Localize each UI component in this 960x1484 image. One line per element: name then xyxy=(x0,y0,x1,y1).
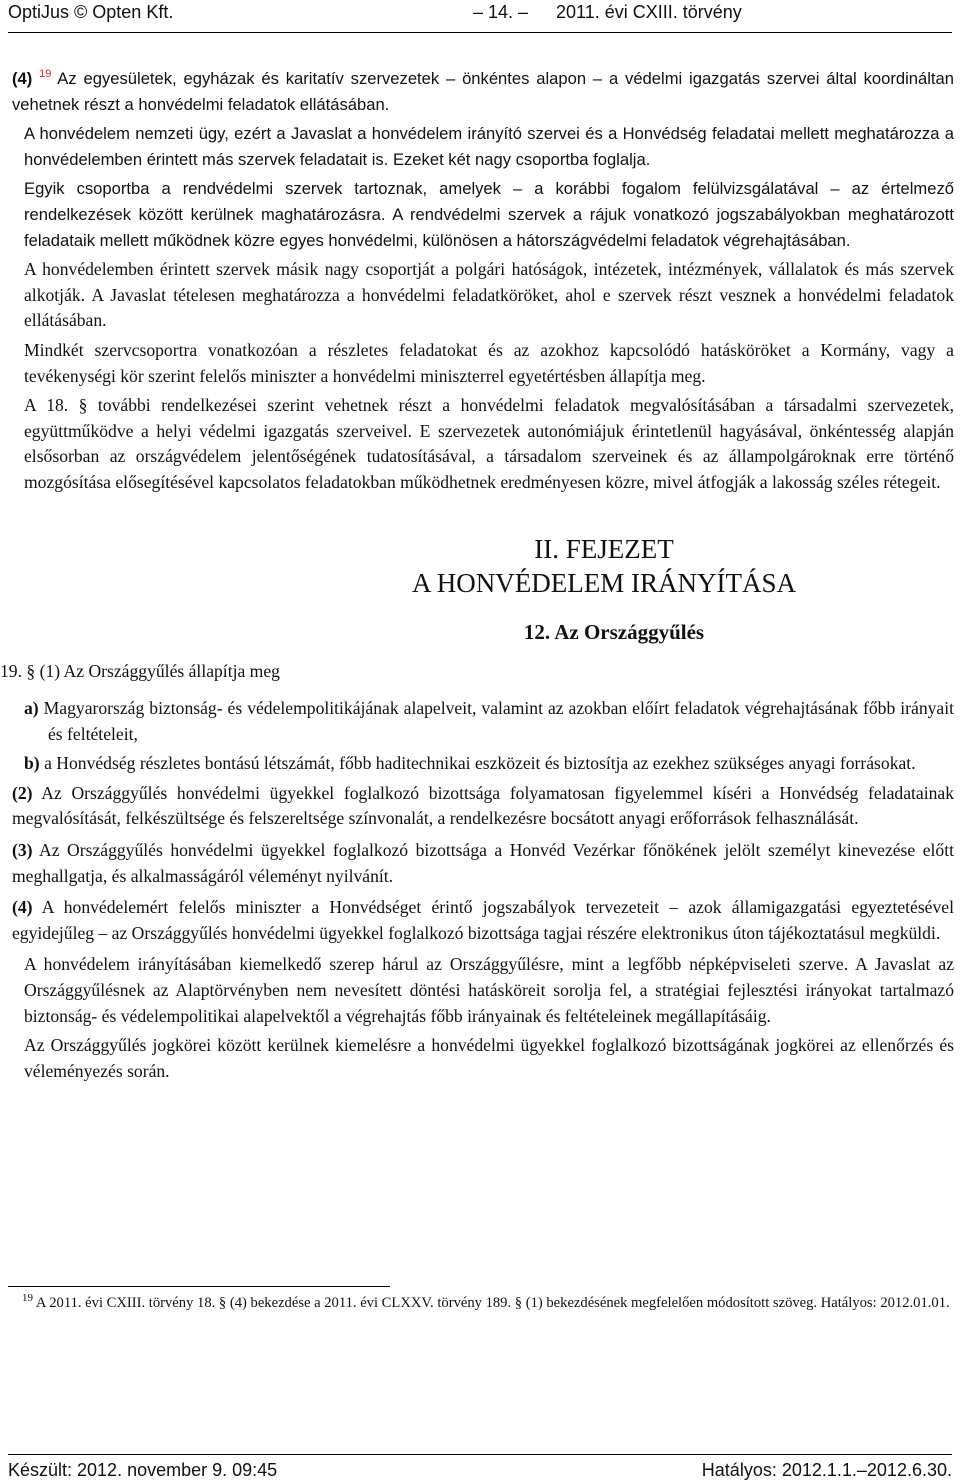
commentary-p4: Mindkét szervcsoportra vonatkozóan a részletes feladatokat és az azokhoz kapcsolódó hatásköröket a Kormány, vagy a tevékenységi kör szerint felelős miniszter a honvédelmi miniszterrel egyetértésben állapítja meg. xyxy=(24,339,954,386)
paragraph-2-text: Az Országgyűlés honvédelmi ügyekkel foglalkozó bizottsága folyamatosan figyelemmel kíséri a Honvédség feladatainak megvalósítását, felkészültsége és felszereltsége színvonalát, a rendelkezésre bocsátott anyagi erőforrások felhasználását. xyxy=(12,782,954,829)
law-title: 2011. évi CXIII. törvény xyxy=(556,2,742,22)
validity-period: Hatályos: 2012.1.1.–2012.6.30. xyxy=(701,1460,952,1480)
footer-divider xyxy=(8,1454,952,1455)
chapter-heading xyxy=(254,532,954,600)
footnote-number: 19 xyxy=(22,1292,33,1304)
commentary-p5: A 18. § további rendelkezései szerint vehetnek részt a honvédelmi feladatok megvalósításában a társadalmi szervezetek, együttműködve a helyi védelmi igazgatás szerveivel. E szervezetek autonómiájuk érintetlenül hagyásával, önkéntesség alapján elsősorban az országvédelem jelentőségének tudatosításával, a társadalom szerveinek és az állampolgároknak erre történő mozgósítása elősegítésével kapcsolatos feladatokban működhetnek eredményesen közre, mivel átfogják a lakosság széles rétegeit. xyxy=(24,395,954,492)
paragraph-3-text: Az Országgyűlés honvédelmi ügyekkel foglalkozó bizottsága a Honvéd Vezérkar főnökének jelölt személyt kinevezése előtt meghallgatja, és alkalmasságáról véleményt nyilvánít. xyxy=(12,840,954,886)
document-body xyxy=(0,66,954,1088)
header-divider xyxy=(8,32,952,33)
section-19-paragraph-4 xyxy=(12,895,954,946)
item-a-text: Magyarország biztonság- és védelempolitikájának alapelveit, valamint az azokban előírt feladatok végrehajtásának főbb irányait és feltételeit, xyxy=(43,698,954,744)
paragraph-2-label: (2) xyxy=(12,782,33,803)
chapter-number: II. FEJEZET xyxy=(534,533,674,564)
commentary-p2: Egyik csoportba a rendvédelmi szervek tartoznak, amelyek – a korábbi fogalom felülvizsgálatával – az értelmező rendelkezések között kerülnek maghatározásra. A rendvédelmi szervek a rájuk vonatkozó jogszabályokban meghatározott feladataik mellett működnek közre egyes honvédelmi, különösen a hátországvédelmi feladatok végrehajtásában. xyxy=(24,179,954,250)
footnote-text: A 2011. évi CXIII. törvény 18. § (4) bekezdése a 2011. évi CLXXV. törvény 189. § (1) bekezdésének megfelelően módosított szöveg. Hatályos: 2012.01.01. xyxy=(35,1295,950,1311)
footnote-ref-19[interactable]: 19 xyxy=(39,68,52,80)
paragraph-4b-label: (4) xyxy=(12,897,33,918)
footnote-divider xyxy=(8,1286,390,1287)
section-19-lead-text: Az Országgyűlés állapítja meg xyxy=(63,660,280,681)
paragraph-4-text: Az egyesületek, egyházak és karitatív szervezetek – önkéntes alapon – a védelmi igazgatás szervei által koordináltan vehetnek részt a honvédelmi feladatok ellátásában. xyxy=(12,69,954,114)
section-19-paragraph-3 xyxy=(12,838,954,889)
section-title: 12. Az Országgyűlés xyxy=(523,619,705,644)
commentary-c1: A honvédelem irányításában kiemelkedő szerep hárul az Országgyűlésre, mint a legfőbb népképviseleti szerve. A Javaslat az Országgyűlésnek az Alaptörvényben nem nevesített döntési hatásköreit sorolja fel, a stratégiai fejlesztési irányokat tartalmazó biztonság- és védelempolitikai alapelvektől a végrehajtás főbb irányainak és feltételeinek megállapításáig. xyxy=(24,954,954,1026)
commentary-c2: Az Országgyűlés jogkörei között kerülnek kiemelésre a honvédelmi ügyekkel foglalkozó bizottságának jogkörei az ellenőrzés és véleményezés során. xyxy=(24,1035,954,1081)
paragraph-4b-text: A honvédelemért felelős miniszter a Honvédséget érintő jogszabályok tervezeteit – azok államigazgatási egyeztetésével egyidejűleg – az Országgyűlés honvédelmi ügyekkel foglalkozó bizottsága tagjai részére elektronikus úton tájékoztatásul megküldi. xyxy=(12,897,954,943)
chapter-title: A HONVÉDELEM IRÁNYÍTÁSA xyxy=(412,567,796,598)
list-item-a xyxy=(24,696,954,747)
commentary-p3: A honvédelemben érintett szervek másik nagy csoportját a polgári hatóságok, intézetek, intézmények, vállalatok és más szervek alkotják. A Javaslat tételesen meghatározza a honvédelmi feladatköröket, ahol e szervek részt vesznek a honvédelmi feladatok ellátásában. xyxy=(24,259,954,331)
paragraph-4-label: (4) xyxy=(12,69,33,88)
paragraph-3-label: (3) xyxy=(12,840,33,861)
commentary-p1: A honvédelem nemzeti ügy, ezért a Javaslat a honvédelem irányító szervei és a Honvédség feladatai mellett meghatározza a honvédelemben érintett más szervek feladatait is. Ezeket két nagy csoportba foglalja. xyxy=(24,124,954,169)
footnote xyxy=(8,1292,954,1314)
paragraph-4 xyxy=(12,66,954,117)
generated-date: Készült: 2012. november 9. 09:45 xyxy=(8,1460,278,1480)
publisher-label: OptiJus © Opten Kft. xyxy=(8,2,174,22)
section-19-paragraph-2 xyxy=(12,781,954,832)
item-a-label: a) xyxy=(24,698,39,719)
section-19-label: 19. § (1) xyxy=(0,660,61,681)
section-19-lead xyxy=(0,659,954,685)
page-number: – 14. – xyxy=(473,2,529,22)
page-header xyxy=(8,0,952,30)
item-b-label: b) xyxy=(24,753,40,774)
item-b-text: a Honvédség részletes bontású létszámát, főbb haditechnikai eszközeit és biztosítja az ezekhez szükséges anyagi forrásokat. xyxy=(44,753,916,774)
list-item-b xyxy=(24,751,954,777)
